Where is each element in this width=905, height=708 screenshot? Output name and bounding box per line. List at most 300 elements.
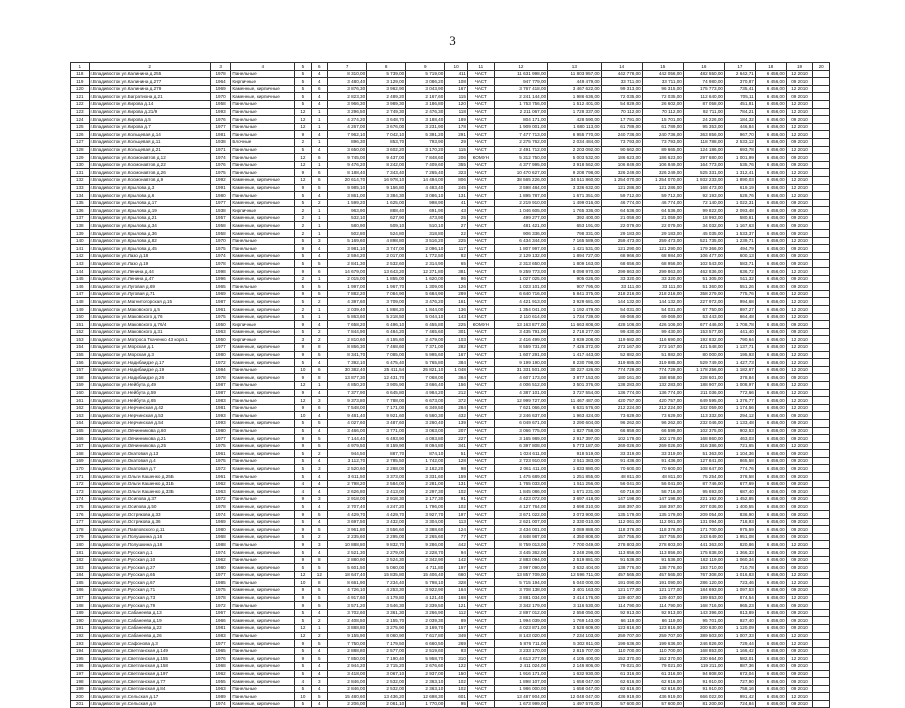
- table-cell: ЧАСТ: [467, 609, 494, 617]
- table-cell: 5 040 000,00: [548, 579, 601, 587]
- table-cell: 11 467 487,00: [548, 397, 601, 405]
- table-cell: 5 601,50: [328, 564, 367, 572]
- table-cell: г.Владивосток ул.Лазо д.18: [89, 252, 210, 260]
- table-cell: 1980: [210, 351, 231, 359]
- table-cell: 5: [295, 457, 311, 465]
- table-cell: 2 489,20: [367, 93, 406, 101]
- table-cell: 7 171,00: [367, 404, 406, 412]
- table-cell: 12 2010: [786, 366, 813, 374]
- table-cell: Каменные, кирпичные: [231, 419, 295, 427]
- table-cell: 09 2010: [786, 480, 813, 488]
- table-cell: 6 456,00: [755, 541, 786, 549]
- table-cell: г.Владивосток ул.Космонавтов д.26: [89, 169, 210, 177]
- table-cell: 1977: [210, 343, 231, 351]
- table-cell: 4 387 101,00: [494, 389, 547, 397]
- table-cell: 171 700,00: [683, 526, 724, 534]
- table-cell: 865,58: [724, 457, 755, 465]
- table-cell: 9 208 798,00: [548, 169, 601, 177]
- table-cell: 6 456,00: [755, 70, 786, 78]
- table-cell: 09 2010: [786, 533, 813, 541]
- table-cell: 9: [295, 586, 311, 594]
- table-cell: 2 524,30: [367, 556, 406, 564]
- table-cell: 138 776,00: [642, 564, 683, 572]
- table-cell: 2 039,30: [406, 617, 445, 625]
- table-cell: 90 662,00: [601, 146, 642, 154]
- table-cell: 1974: [210, 511, 231, 519]
- table-cell: 9 259 773,00: [494, 268, 547, 276]
- table-cell: г.Владивосток ул.Светланская д.158: [89, 662, 210, 670]
- table-cell: 3 747,00: [367, 245, 406, 253]
- table-cell: 5 312 750,00: [494, 154, 547, 162]
- table-cell: 09 2010: [786, 670, 813, 678]
- table-cell: ЧАСТ: [467, 586, 494, 594]
- table-cell: 8: [311, 556, 327, 564]
- table-cell: ЧАСТ: [467, 131, 494, 139]
- table-cell: 15 701,00: [642, 116, 683, 124]
- table-cell: 89 665,00: [642, 146, 683, 154]
- table-cell: 188 907,00: [683, 381, 724, 389]
- table-cell: 3 043,90: [406, 85, 445, 93]
- table-cell: Каменные, кирпичные: [231, 488, 295, 496]
- table-cell: г.Владивосток ул.Крылова д.82: [89, 237, 210, 245]
- table-row: [71, 245, 830, 253]
- table-cell: 09 2010: [786, 526, 813, 534]
- table-cell: 7 700 049,00: [548, 541, 601, 549]
- table-cell: 1 807 997,00: [494, 245, 547, 253]
- table-cell: 4 006 512,00: [494, 381, 547, 389]
- table-cell: 2 558 050,00: [548, 609, 601, 617]
- table-cell: Каменные, кирпичные: [231, 640, 295, 648]
- table-cell: 724,84: [724, 700, 755, 708]
- table-row: [71, 306, 830, 314]
- table-cell: 09 2010: [786, 465, 813, 473]
- table-cell: 6 456,00: [755, 617, 786, 625]
- table-cell: 136: [71, 207, 90, 215]
- table-cell: 2 039,40: [328, 306, 367, 314]
- table-cell: 2 944,20: [328, 662, 367, 670]
- table-row: [71, 283, 830, 291]
- table-row: [71, 268, 830, 276]
- table-cell: 172: [71, 480, 90, 488]
- table-cell-empty: [813, 480, 830, 488]
- table-cell: 2 718 277,00: [548, 328, 601, 336]
- table-cell: 804 171,00: [494, 116, 547, 124]
- table-cell: 2: [311, 450, 327, 458]
- table-cell: ЧАСТ: [467, 176, 494, 184]
- table-cell: 874,54: [724, 594, 755, 602]
- table-cell: 3 571,20: [328, 602, 367, 610]
- table-cell: 9: [295, 541, 311, 549]
- table-cell: 1 833 880,00: [548, 465, 601, 473]
- table-cell: Каменные, кирпичные: [231, 374, 295, 382]
- table-cell: 1978: [210, 374, 231, 382]
- table-cell: г.Владивосток ул.Надибаидзе д.26: [89, 374, 210, 382]
- table-cell: г.Владивосток ул.Маковского д.31: [89, 328, 210, 336]
- table-cell: 269 026,00: [642, 442, 683, 450]
- table-cell: 3 331,60: [406, 473, 445, 481]
- table-cell: 462 836,00: [683, 268, 724, 276]
- table-cell: 693,78: [724, 146, 755, 154]
- table-cell: 09 2010: [786, 450, 813, 458]
- table-cell: Панельные: [231, 245, 295, 253]
- table-cell: 51 363,00: [683, 450, 724, 458]
- table-cell: 2 532,00: [367, 678, 406, 686]
- table-cell: 09 2010: [786, 678, 813, 686]
- table-cell: 5 003 532,00: [548, 154, 601, 162]
- table-cell: Каменные, кирпичные: [231, 343, 295, 351]
- table-cell: 5: [311, 640, 327, 648]
- table-cell: 135: [71, 199, 90, 207]
- column-number: 7: [328, 63, 367, 71]
- table-cell: 6 456,00: [755, 465, 786, 473]
- table-cell: 12 2010: [786, 146, 813, 154]
- table-cell: г.Владивосток ул.Сафонова д.3: [89, 640, 210, 648]
- table-cell: 1972: [210, 495, 231, 503]
- table-cell: 99 822,00: [683, 207, 724, 215]
- table-cell: ЧАСТ: [467, 655, 494, 663]
- table-cell: 3 116 530,00: [548, 602, 601, 610]
- table-cell: 1976: [210, 655, 231, 663]
- table-cell: 5: [295, 192, 311, 200]
- table-cell: 73 629,00: [601, 412, 642, 420]
- table-row: [71, 564, 830, 572]
- table-cell: 6: [311, 169, 327, 177]
- table-cell: 192 832,00: [683, 336, 724, 344]
- table-cell: 2 749,30: [367, 108, 406, 116]
- table-cell: 10: [295, 693, 311, 701]
- table-cell: 2 723 910,00: [494, 457, 547, 465]
- table-cell: 190: [71, 617, 90, 625]
- table-cell: 113 332,00: [683, 412, 724, 420]
- table-cell: 171: [71, 473, 90, 481]
- table-cell: 12: [295, 108, 311, 116]
- table-cell: 3 432,00: [367, 518, 406, 526]
- table-cell: 46 774,00: [601, 199, 642, 207]
- table-cell: 117: [445, 245, 468, 253]
- table-cell: 3 650,00: [328, 146, 367, 154]
- table-cell-empty: [813, 647, 830, 655]
- table-cell: 11 631 998,00: [494, 70, 547, 78]
- table-cell: 2 408,50: [328, 617, 367, 625]
- table-cell: 2 330 010,00: [548, 518, 601, 526]
- table-cell: 184,32: [724, 116, 755, 124]
- column-number: 5: [295, 63, 311, 71]
- table-cell: 6 456,00: [755, 442, 786, 450]
- table-row: [71, 397, 830, 405]
- table-cell: 6 049 671,00: [494, 419, 547, 427]
- table-cell: 4: [311, 245, 327, 253]
- table-cell: 62 616,00: [601, 678, 642, 686]
- table-cell: г.Владивосток ул.Окатовая д.4: [89, 457, 210, 465]
- table-cell: 211 036,00: [683, 389, 724, 397]
- table-cell: 12 2010: [786, 131, 813, 139]
- table-cell: ЧАСТ: [467, 366, 494, 374]
- table-cell: 2 584,00: [367, 480, 406, 488]
- table-cell: 4 711,80: [406, 564, 445, 572]
- table-cell: 1993: [210, 108, 231, 116]
- table-cell: 3 516,20: [406, 237, 445, 245]
- table-cell: 5 302 911,00: [548, 640, 601, 648]
- table-cell: 6 456,00: [755, 609, 786, 617]
- table-cell: 6 456,00: [755, 351, 786, 359]
- table-cell: 6 456,00: [755, 518, 786, 526]
- table-cell: 1: [311, 313, 327, 321]
- table-cell: 1 742,00: [406, 457, 445, 465]
- table-cell: 5: [295, 473, 311, 481]
- table-cell: 1962: [210, 556, 231, 564]
- table-cell: 3 480,40: [328, 78, 367, 86]
- table-cell: 5 739,00: [367, 70, 406, 78]
- table-cell: 355: [445, 161, 468, 169]
- table-cell-empty: [813, 85, 830, 93]
- table-cell: 12 2010: [786, 184, 813, 192]
- table-cell: 6 456,00: [755, 328, 786, 336]
- table-cell: 6 456,00: [755, 207, 786, 215]
- table-cell: 4 121,40: [406, 594, 445, 602]
- table-cell: 7 848,60: [406, 154, 445, 162]
- table-cell: 888,40: [367, 207, 406, 215]
- table-cell: 1977: [210, 123, 231, 131]
- table-cell: 1 421 531,00: [548, 245, 601, 253]
- table-cell: 197: [445, 511, 468, 519]
- table-cell: 1 417 443,00: [548, 351, 601, 359]
- table-cell: 2 626,80: [328, 488, 367, 496]
- table-cell: 323: [445, 169, 468, 177]
- table-cell: 118 376,00: [601, 526, 642, 534]
- table-row: [71, 541, 830, 549]
- table-cell-empty: [813, 389, 830, 397]
- table-cell: 5: [295, 533, 311, 541]
- table-cell: 12: [295, 632, 311, 640]
- table-row: [71, 685, 830, 693]
- table-cell: 86: [445, 275, 468, 283]
- table-cell: 3 373,00: [367, 473, 406, 481]
- table-cell: Панельные: [231, 473, 295, 481]
- table-cell: 8 242,00: [367, 161, 406, 169]
- table-cell: г.Владивосток ул.Русская д.10: [89, 556, 210, 564]
- table-cell: 199 636,00: [642, 640, 683, 648]
- table-cell: Кирпичные: [231, 207, 295, 215]
- table-cell: г.Владивосток ул.Овчинникова д.25: [89, 442, 210, 450]
- table-cell: 139: [445, 419, 468, 427]
- table-cell: 1975: [210, 442, 231, 450]
- table-cell: 3 771,00: [367, 427, 406, 435]
- table-cell: 1 024 611,00: [494, 450, 547, 458]
- table-cell: 1 427,73: [724, 359, 755, 367]
- table-cell: 426 106,00: [642, 321, 683, 329]
- table-cell: г.Владивосток ул.Русская д.73: [89, 594, 210, 602]
- table-cell: 6 640 716,00: [494, 290, 547, 298]
- table-cell: 12 2010: [786, 381, 813, 389]
- table-cell: 12 2010: [786, 579, 813, 587]
- table-cell: Панельные: [231, 404, 295, 412]
- table-cell-empty: [813, 146, 830, 154]
- table-cell: 2 520,60: [328, 465, 367, 473]
- table-cell: 1975: [210, 457, 231, 465]
- table-cell-empty: [813, 260, 830, 268]
- table-cell: 3 086,20: [406, 78, 445, 86]
- table-cell: 3: [311, 678, 327, 686]
- table-cell: 4: [311, 93, 327, 101]
- table-cell: 8 143 020,00: [494, 632, 547, 640]
- table-cell: 6 456,00: [755, 275, 786, 283]
- table-cell: 87 746,00: [683, 480, 724, 488]
- table-cell: 135 179,00: [642, 511, 683, 519]
- table-cell: 6 456,00: [755, 154, 786, 162]
- table-cell: 5: [295, 450, 311, 458]
- table-cell: 09 2010: [786, 222, 813, 230]
- table-cell: Каменные, кирпичные: [231, 503, 295, 511]
- table-cell: 12 698,30: [406, 693, 445, 701]
- table-cell: 600,13: [724, 252, 755, 260]
- table-cell: 580,61: [724, 214, 755, 222]
- table-cell: 9: [295, 556, 311, 564]
- table-body: [71, 63, 830, 708]
- table-cell: 1975: [210, 169, 231, 177]
- table-cell: 3 929 681,00: [548, 298, 601, 306]
- table-cell: 1978: [210, 503, 231, 511]
- table-cell: Каменные, кирпичные: [231, 624, 295, 632]
- table-cell: 1 951,08: [724, 533, 755, 541]
- table-cell: 245: [445, 184, 468, 192]
- table-cell: ЧАСТ: [467, 214, 494, 222]
- table-cell-empty: [813, 321, 830, 329]
- table-cell: 10: [295, 366, 311, 374]
- table-cell: 99 430,00: [642, 328, 683, 336]
- table-cell: 09 2010: [786, 556, 813, 564]
- table-cell: 12: [295, 176, 311, 184]
- table-cell: 209 054,00: [683, 511, 724, 519]
- table-cell: ЧАСТ: [467, 503, 494, 511]
- table-cell: 6 456,00: [755, 93, 786, 101]
- table-cell: 147 198,00: [642, 495, 683, 503]
- table-cell: 4: [311, 549, 327, 557]
- table-cell: 9: [295, 169, 311, 177]
- table-cell: 173: [71, 488, 90, 496]
- table-cell: 9: [295, 495, 311, 503]
- table-cell: ЧАСТ: [467, 237, 494, 245]
- table-cell: 123 816,00: [642, 624, 683, 632]
- table-cell: Кирпичные: [231, 336, 295, 344]
- table-cell-empty: [813, 404, 830, 412]
- table-cell: 180: [71, 541, 90, 549]
- table-cell: 25: [445, 214, 468, 222]
- table-cell: 4 253,30: [367, 586, 406, 594]
- table-cell: 5 044,10: [406, 313, 445, 321]
- table-cell: ЧАСТ: [467, 336, 494, 344]
- table-cell: ЧАСТ: [467, 374, 494, 382]
- table-cell-empty: [813, 617, 830, 625]
- table-cell: 7 850,00: [328, 655, 367, 663]
- table-cell: 3 296,50: [328, 108, 367, 116]
- table-cell: 3 476,20: [406, 298, 445, 306]
- table-cell: 6 456,00: [755, 495, 786, 503]
- table-cell: 6 456,00: [755, 670, 786, 678]
- table-cell: ЧАСТ: [467, 397, 494, 405]
- table-cell: 1 728 337,00: [548, 108, 601, 116]
- table-cell: 3 188,40: [406, 116, 445, 124]
- table-cell: Каменные, кирпичные: [231, 526, 295, 534]
- table-cell-empty: [813, 313, 830, 321]
- table-cell: 183: [71, 564, 90, 572]
- table-cell: 2 785,50: [367, 457, 406, 465]
- table-cell: 2 519,60: [406, 647, 445, 655]
- table-cell: 167: [71, 442, 90, 450]
- table-cell: 200 630,00: [683, 624, 724, 632]
- table-cell: 12: [295, 381, 311, 389]
- table-cell: 6 456,00: [755, 533, 786, 541]
- table-cell: 09 2010: [786, 427, 813, 435]
- table-cell: 89: [445, 617, 468, 625]
- table-cell: 5: [295, 100, 311, 108]
- table-cell: 2 281,00: [406, 480, 445, 488]
- table-cell: г.Владивосток ул.Сабанеева д.26: [89, 632, 210, 640]
- table-row: [71, 298, 830, 306]
- table-cell: 9 437,00: [367, 154, 406, 162]
- table-cell: 7 477 713,00: [494, 131, 547, 139]
- table-cell: 6 456,00: [755, 404, 786, 412]
- table-cell: г.Владивосток ул.Космонавтов д.12: [89, 154, 210, 162]
- table-cell: 9: [295, 131, 311, 139]
- table-row: [71, 313, 830, 321]
- table-cell: ЧАСТ: [467, 123, 494, 131]
- table-cell: г.Владивосток ул.Ольги Кашенко д.25Б: [89, 473, 210, 481]
- table-cell: 108 647,00: [683, 465, 724, 473]
- table-cell: 6: [311, 268, 327, 276]
- table-cell: 1958: [210, 100, 231, 108]
- table-cell: Кирпичные: [231, 78, 295, 86]
- table-cell: 5: [295, 662, 311, 670]
- table-cell: г.Владивосток ул.Окатовая д.7: [89, 465, 210, 473]
- table-cell: ЧАСТ: [467, 192, 494, 200]
- table-cell: 9: [295, 511, 311, 519]
- table-cell: ЧАСТ: [467, 275, 494, 283]
- table-cell-empty: [813, 381, 830, 389]
- table-cell: ЧАСТ: [467, 700, 494, 708]
- table-cell: 9 156,80: [367, 184, 406, 192]
- table-cell: 3 727 554,00: [548, 389, 601, 397]
- table-cell: 4: [311, 457, 327, 465]
- table-cell: 5 218,50: [367, 313, 406, 321]
- table-cell: г.Владивосток ул.Острякова д.33: [89, 511, 210, 519]
- table-cell: 649 595,00: [683, 397, 724, 405]
- table-row: [71, 154, 830, 162]
- table-cell: 9 286,00: [406, 541, 445, 549]
- table-cell: г.Владивосток ул.Овчинникова д.21: [89, 435, 210, 443]
- table-cell: 106 849,00: [601, 161, 642, 169]
- table-cell: 7 621 066,00: [494, 404, 547, 412]
- table-cell: 123 816,00: [601, 624, 642, 632]
- table-cell: Каменные, кирпичные: [231, 214, 295, 222]
- table-cell: 2 241 144,00: [494, 93, 547, 101]
- table-cell: 481 421,00: [494, 222, 547, 230]
- table-cell: ЧАСТ: [467, 526, 494, 534]
- table-cell: 168 716,00: [683, 602, 724, 610]
- table-cell: 1958: [210, 222, 231, 230]
- table-cell: 9: [295, 321, 311, 329]
- table-cell: Каменные, кирпичные: [231, 290, 295, 298]
- table-cell: г.Владивосток ул.Кирова д.14: [89, 100, 210, 108]
- table-cell: 1972: [210, 359, 231, 367]
- table-cell: г.Владивосток ул.Ленина д.47: [89, 275, 210, 283]
- table-cell: ЧАСТ: [467, 328, 494, 336]
- table-cell: 1 309,00: [406, 283, 445, 291]
- table-row: [71, 207, 830, 215]
- table-cell: 1 753 756,00: [494, 100, 547, 108]
- table-cell: Каменные, кирпичные: [231, 85, 295, 93]
- table-cell: 2: [311, 533, 327, 541]
- table-cell: 73 793,00: [601, 138, 642, 146]
